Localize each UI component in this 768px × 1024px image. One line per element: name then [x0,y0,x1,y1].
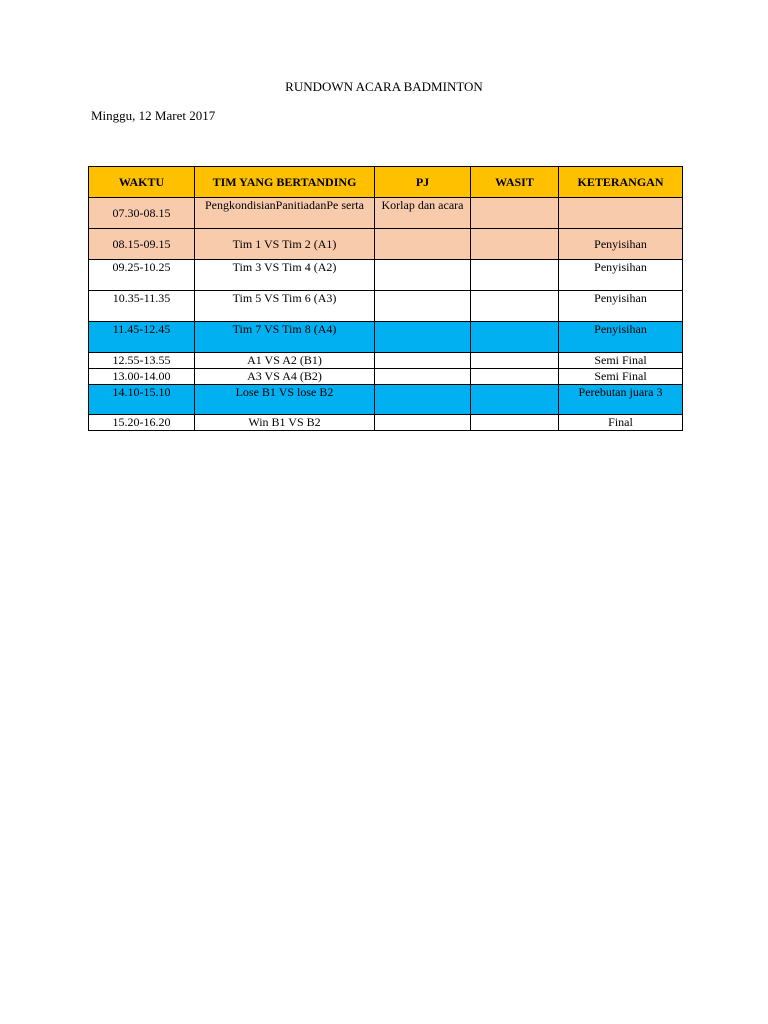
cell-tim: Tim 1 VS Tim 2 (A1) [195,229,375,260]
cell-wasit [471,229,559,260]
cell-keterangan [559,198,683,229]
table-row [89,260,683,291]
cell-wasit [471,369,559,385]
cell-waktu: 15.20-16.20 [89,415,195,431]
cell-wasit [471,385,559,415]
cell-pj [375,353,471,369]
document-title: RUNDOWN ACARA BADMINTON [285,79,483,94]
cell-pj [375,385,471,415]
header-waktu: WAKTU [89,167,195,198]
cell-pj [375,260,471,291]
cell-tim: Lose B1 VS lose B2 [195,385,375,415]
cell-waktu: 12.55-13.55 [89,353,195,369]
cell-keterangan: Final [559,415,683,431]
cell-tim: A1 VS A2 (B1) [195,353,375,369]
cell-waktu: 11.45-12.45 [89,322,195,353]
table-row [89,385,683,415]
rundown-table [88,166,683,431]
cell-waktu: 13.00-14.00 [89,369,195,385]
cell-waktu: 07.30-08.15 [89,198,195,229]
cell-pj [375,291,471,322]
document-date: Minggu, 12 Maret 2017 [91,108,216,123]
cell-keterangan: Perebutan juara 3 [559,385,683,415]
cell-wasit [471,291,559,322]
cell-keterangan: Penyisihan [559,322,683,353]
table-row [89,322,683,353]
cell-tim: Tim 3 VS Tim 4 (A2) [195,260,375,291]
cell-tim: PengkondisianPanitiadanPe serta [195,198,375,229]
cell-keterangan: Penyisihan [559,229,683,260]
cell-keterangan: Penyisihan [559,291,683,322]
header-wasit: WASIT [471,167,559,198]
cell-tim: Tim 5 VS Tim 6 (A3) [195,291,375,322]
header-pj: PJ [375,167,471,198]
cell-waktu: 14.10-15.10 [89,385,195,415]
cell-wasit [471,322,559,353]
cell-tim: A3 VS A4 (B2) [195,369,375,385]
cell-tim: Win B1 VS B2 [195,415,375,431]
cell-keterangan: Semi Final [559,369,683,385]
cell-keterangan: Penyisihan [559,260,683,291]
table-row [89,291,683,322]
cell-waktu: 10.35-11.35 [89,291,195,322]
header-tim: TIM YANG BERTANDING [195,167,375,198]
cell-wasit [471,198,559,229]
cell-waktu: 08.15-09.15 [89,229,195,260]
header-keterangan: KETERANGAN [559,167,683,198]
cell-pj [375,369,471,385]
table-row [89,369,683,385]
cell-wasit [471,353,559,369]
cell-pj [375,322,471,353]
cell-wasit [471,415,559,431]
table-header-row [89,167,683,198]
table-row [89,229,683,260]
cell-pj: Korlap dan acara [375,198,471,229]
table-row [89,415,683,431]
cell-keterangan: Semi Final [559,353,683,369]
table-row [89,198,683,229]
cell-wasit [471,260,559,291]
cell-waktu: 09.25-10.25 [89,260,195,291]
cell-pj [375,415,471,431]
cell-pj [375,229,471,260]
cell-tim: Tim 7 VS Tim 8 (A4) [195,322,375,353]
table-row [89,353,683,369]
